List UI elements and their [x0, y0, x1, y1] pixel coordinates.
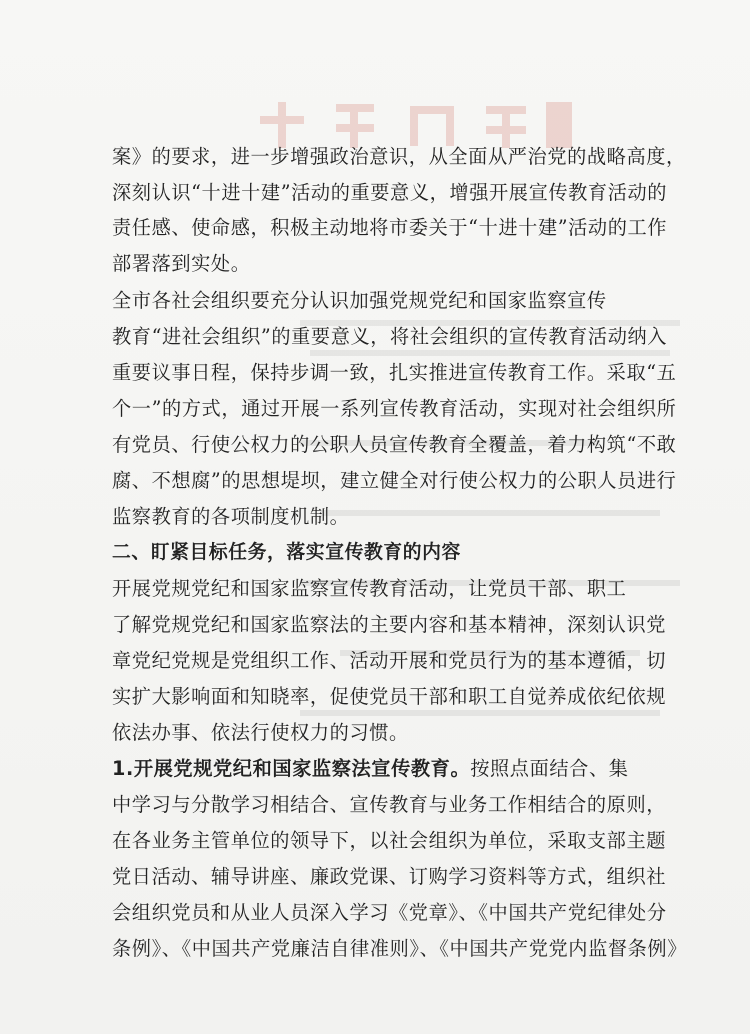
- text-line: 中学习与分散学习相结合、宣传教育与业务工作相结合的原则，: [112, 793, 667, 816]
- text-line: 全市各社会组织要充分认识加强党规党纪和国家监察宣传: [112, 289, 607, 312]
- item-1-line: [112, 754, 629, 784]
- section-heading: 二、盯紧目标任务，落实宣传教育的内容: [112, 542, 461, 563]
- text-line: 党日活动、辅导讲座、廉政党课、订购学习资料等方式，组织社: [112, 865, 667, 888]
- text-line: 实扩大影响面和知晓率，促使党员干部和职工自觉养成依纪依规: [112, 685, 667, 708]
- text-line: 责任感、使命感，积极主动地将市委关于“十进十建”活动的工作: [112, 216, 668, 239]
- text-line: 会组织党员和从业人员深入学习《党章》、《中国共产党纪律处分: [112, 901, 667, 924]
- text-line: 有党员、行使公权力的公职人员宣传教育全覆盖，着力构筑“不敢: [112, 433, 677, 456]
- text-line: 在各业务主管单位的领导下，以社会组织为单位，采取支部主题: [112, 829, 667, 852]
- text-line: 案》的要求，进一步增强政治意识，从全面从严治党的战略高度，: [112, 145, 686, 168]
- text-line: 腐、不想腐”的思想堤坝，建立健全对行使公权力的公职人员进行: [112, 469, 677, 492]
- text-line: 开展党规党纪和国家监察宣传教育活动，让党员干部、职工: [112, 577, 627, 600]
- text-line: 章党纪党规是党组织工作、活动开展和党员行为的基本遵循，切: [112, 649, 667, 672]
- text-line: 部署落到实处。: [112, 252, 251, 275]
- text-line: 个一”的方式，通过开展一系列宣传教育活动，实现对社会组织所: [112, 397, 677, 420]
- text-line: 条例》、《中国共产党廉洁自律准则》、《中国共产党党内监督条例》: [112, 937, 688, 960]
- text-line: 依法办事、依法行使权力的习惯。: [112, 721, 409, 744]
- text-line: 了解党规党纪和国家监察法的主要内容和基本精神，深刻认识党: [112, 613, 667, 636]
- text-line: 教育“进社会组织”的重要意义，将社会组织的宣传教育活动纳入: [112, 325, 668, 348]
- text-line: 深刻认识“十进十建”活动的重要意义，增强开展宣传教育活动的: [112, 181, 668, 204]
- item-1-lead: 1.开展党规党纪和国家监察法宣传教育。: [112, 757, 471, 780]
- text-line: 监察教育的各项制度机制。: [112, 505, 350, 528]
- item-1-rest: 按照点面结合、集: [470, 757, 629, 780]
- text-line: 重要议事日程，保持步调一致，扎实推进宣传教育工作。采取“五: [112, 361, 677, 384]
